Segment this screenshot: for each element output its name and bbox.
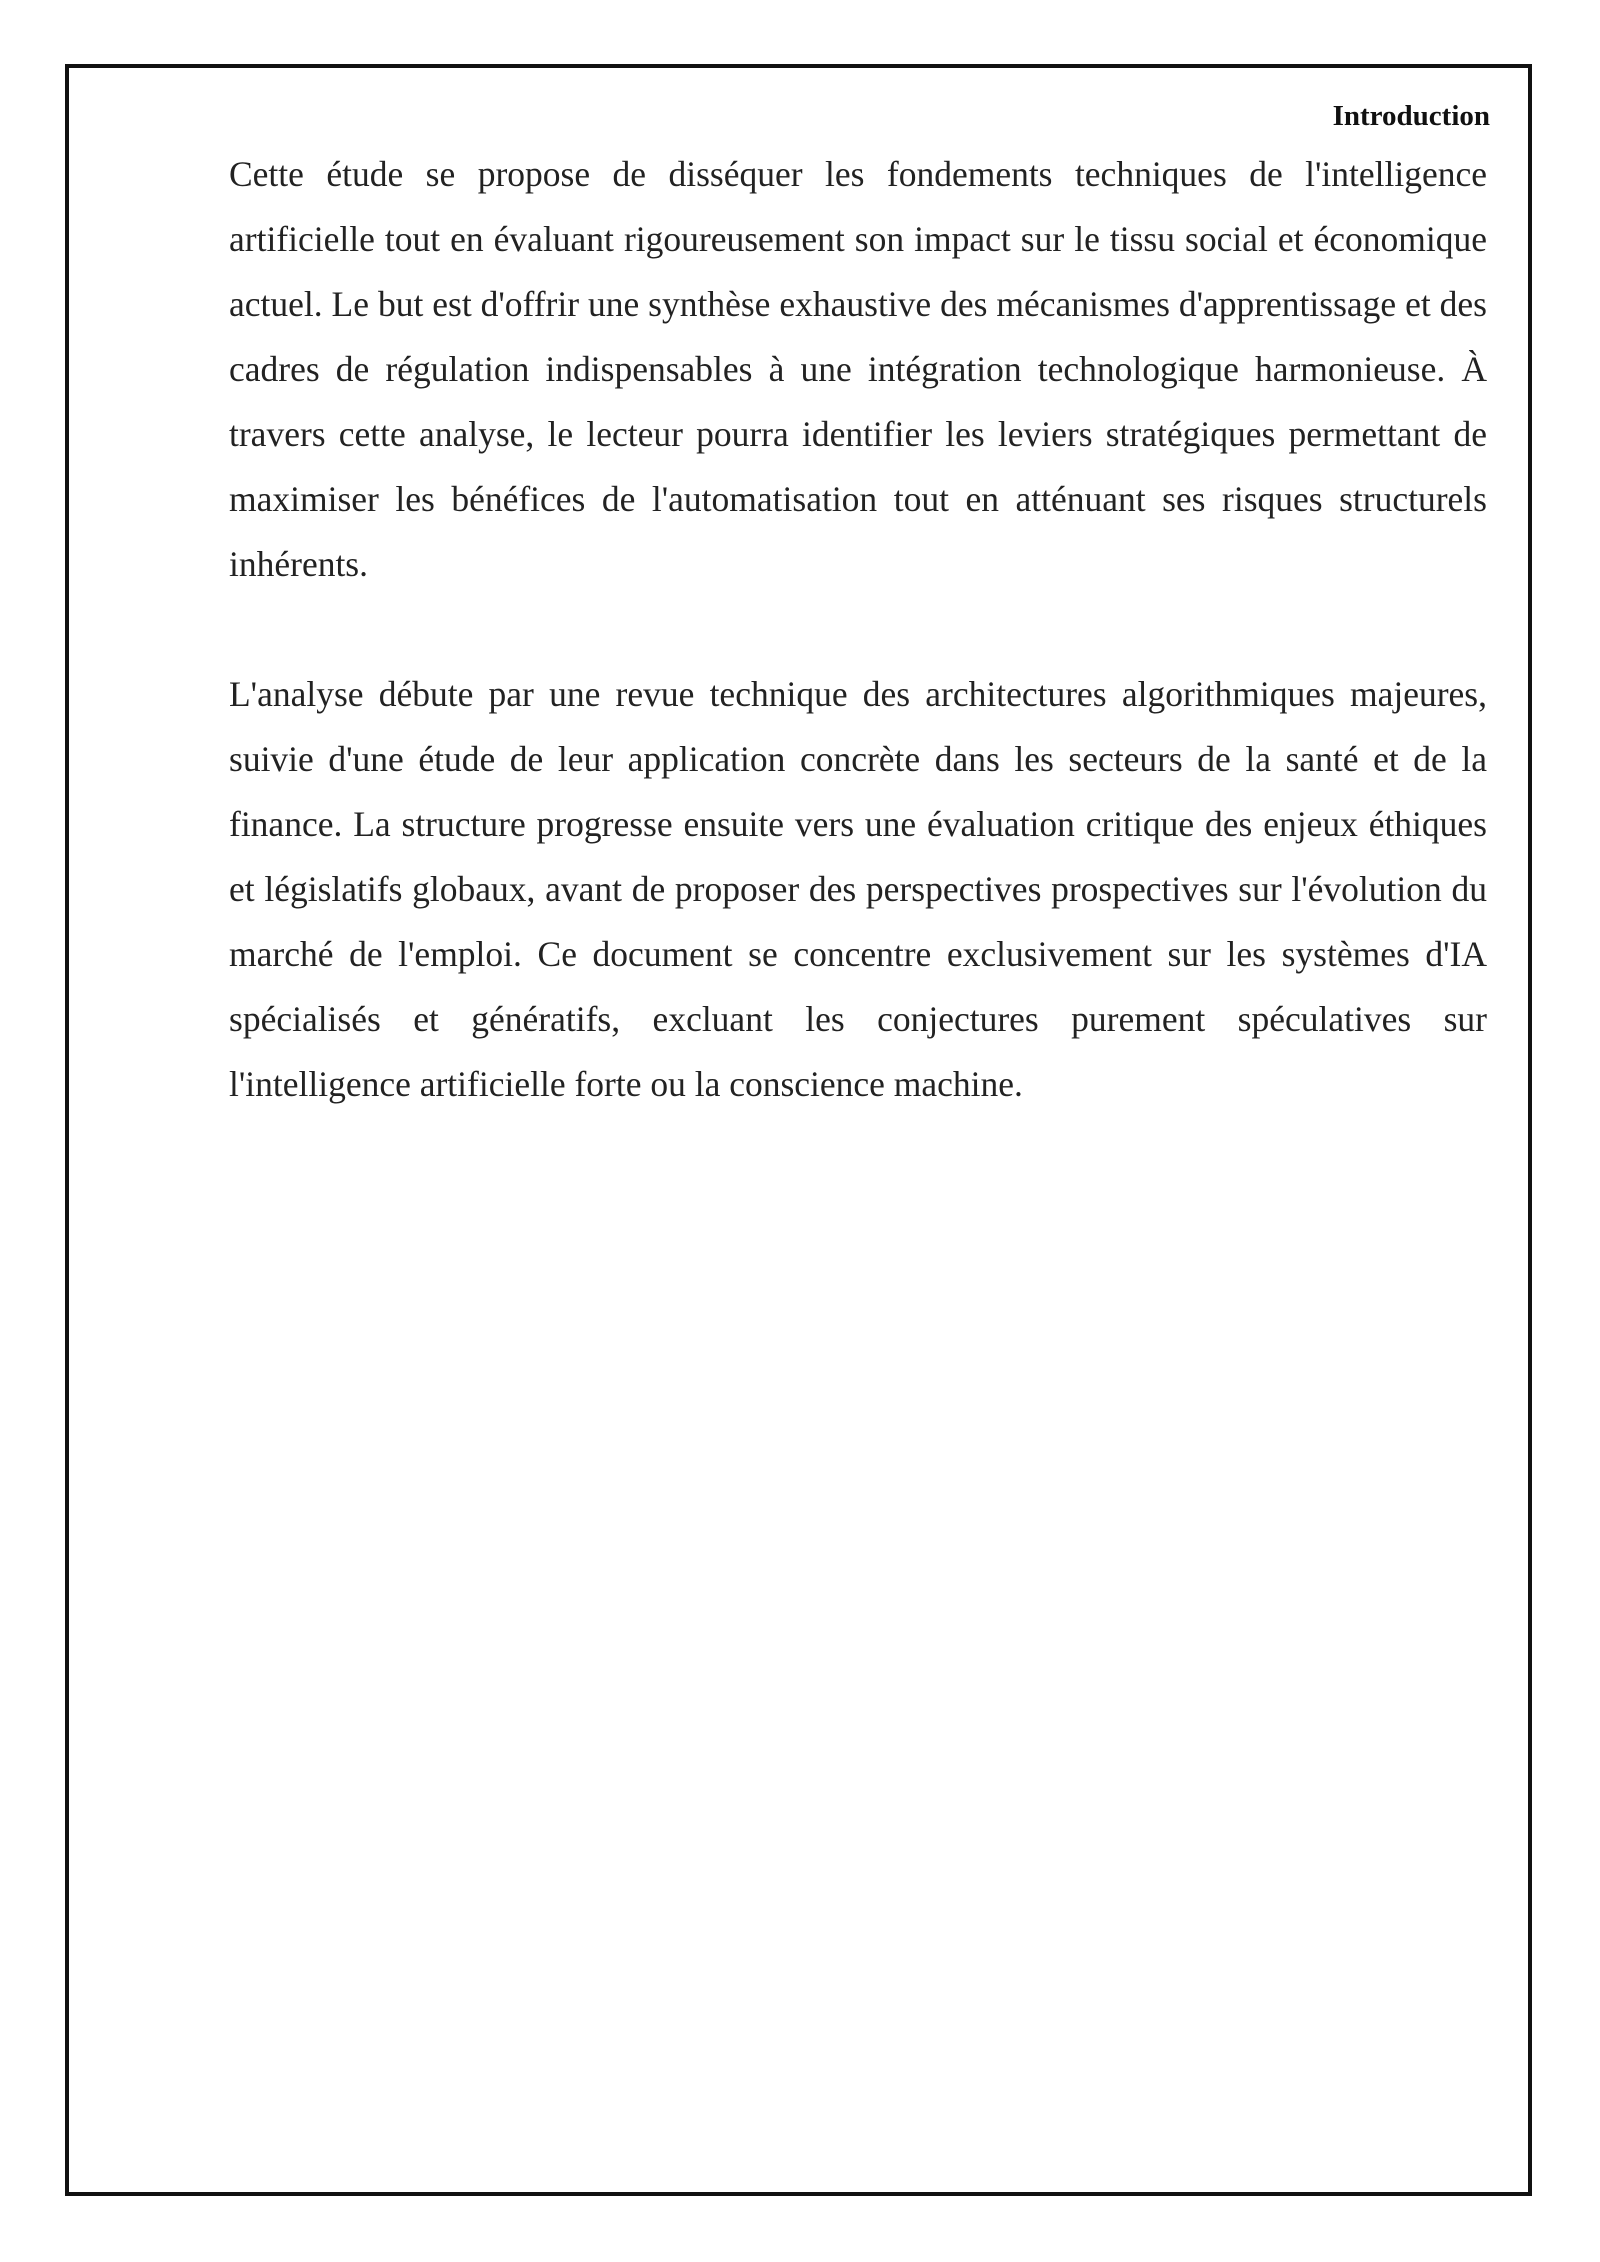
section-title: Introduction [1332,100,1490,132]
paragraph-structure: L'analyse débute par une revue technique des architectures algorithmiques majeures, suivie d'une étude de leur application concrète dans les secteurs de la santé et de la finance. La structure progresse ensuite vers une évaluation critique des enjeux éthiques et législatifs globaux, avant de proposer des perspectives prospectives sur l'évolution du marché de l'emploi. Ce document se concentre exclusivement sur les systèmes d'IA spécialisés et génératifs, excluant les conjectures purement spéculatives sur l'intelligence artificielle forte ou la conscience machine. [229,674,1487,1104]
document-body [229,142,1487,1117]
paragraph-spacer [229,597,1487,662]
paragraph-purpose: Cette étude se propose de disséquer les fondements techniques de l'intelligence artificielle tout en évaluant rigoureusement son impact sur le tissu social et économique actuel. Le but est d'offrir une synthèse exhaustive des mécanismes d'apprentissage et des cadres de régulation indispensables à une intégration technologique harmonieuse. À travers cette analyse, le lecteur pourra identifier les leviers stratégiques permettant de maximiser les bénéfices de l'automatisation tout en atténuant ses risques structurels inhérents. [229,154,1487,584]
